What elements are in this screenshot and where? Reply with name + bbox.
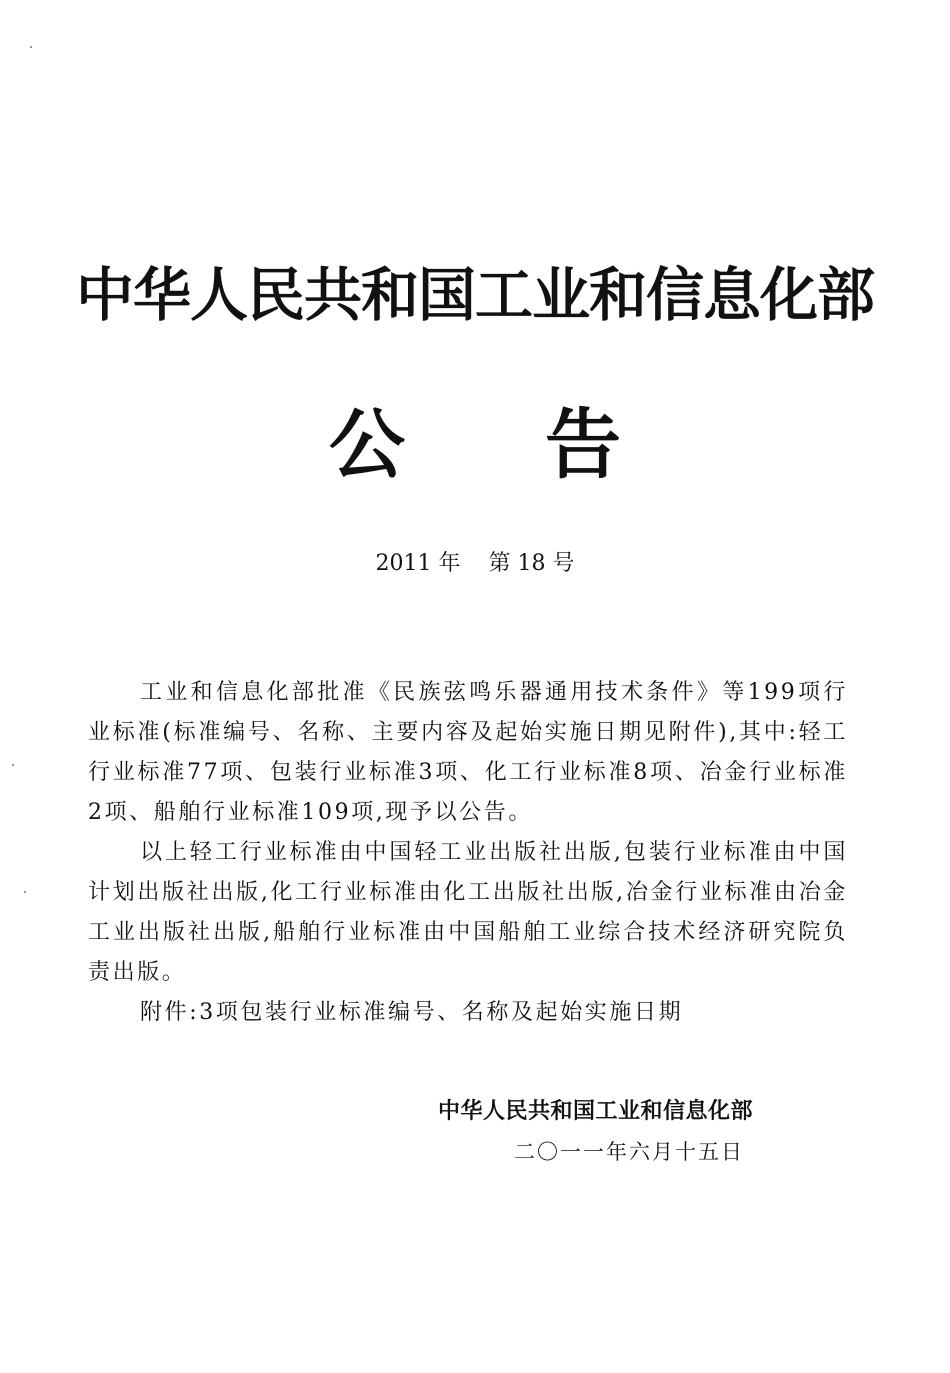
body-paragraph-2: 以上轻工行业标准由中国轻工业出版社出版,包装行业标准由中国计划出版社出版,化工行业标准由化工出版社出版,冶金行业标准由冶金工业出版社出版,船舶行业标准由中国船舶工业综合技术经济研究院负责出版。 [88,840,848,985]
body-paragraph-attachment: 附件:3项包装行业标准编号、名称及起始实施日期 [140,1000,684,1025]
issuing-organization-heading: 中华人民共和国工业和信息化部 [75,261,874,329]
signature-organization: 中华人民共和国工业和信息化部 [438,1099,754,1124]
signature-date: 二〇一一年六月十五日 [514,1140,744,1164]
announcement-body [88,673,848,1033]
document-year: 2011 年 [375,551,461,576]
document-number [0,548,950,580]
announcement-title [0,395,950,495]
body-paragraph-1: 工业和信息化部批准《民族弦鸣乐器通用技术条件》等199项行业标准(标准编号、名称、主要内容及起始实施日期见附件),其中:轻工行业标准77项、包装行业标准3项、化工行业标准8项、冶金行业标准2项、船舶行业标准109项,现予以公告。 [88,680,848,825]
title-char-1: 公 [329,400,405,489]
document-issue-number: 第 18 号 [488,551,575,576]
scan-speck [30,46,32,48]
scan-speck [12,764,14,766]
signature-block [438,1092,818,1172]
title-char-2: 告 [545,400,621,489]
scan-speck [24,891,26,893]
